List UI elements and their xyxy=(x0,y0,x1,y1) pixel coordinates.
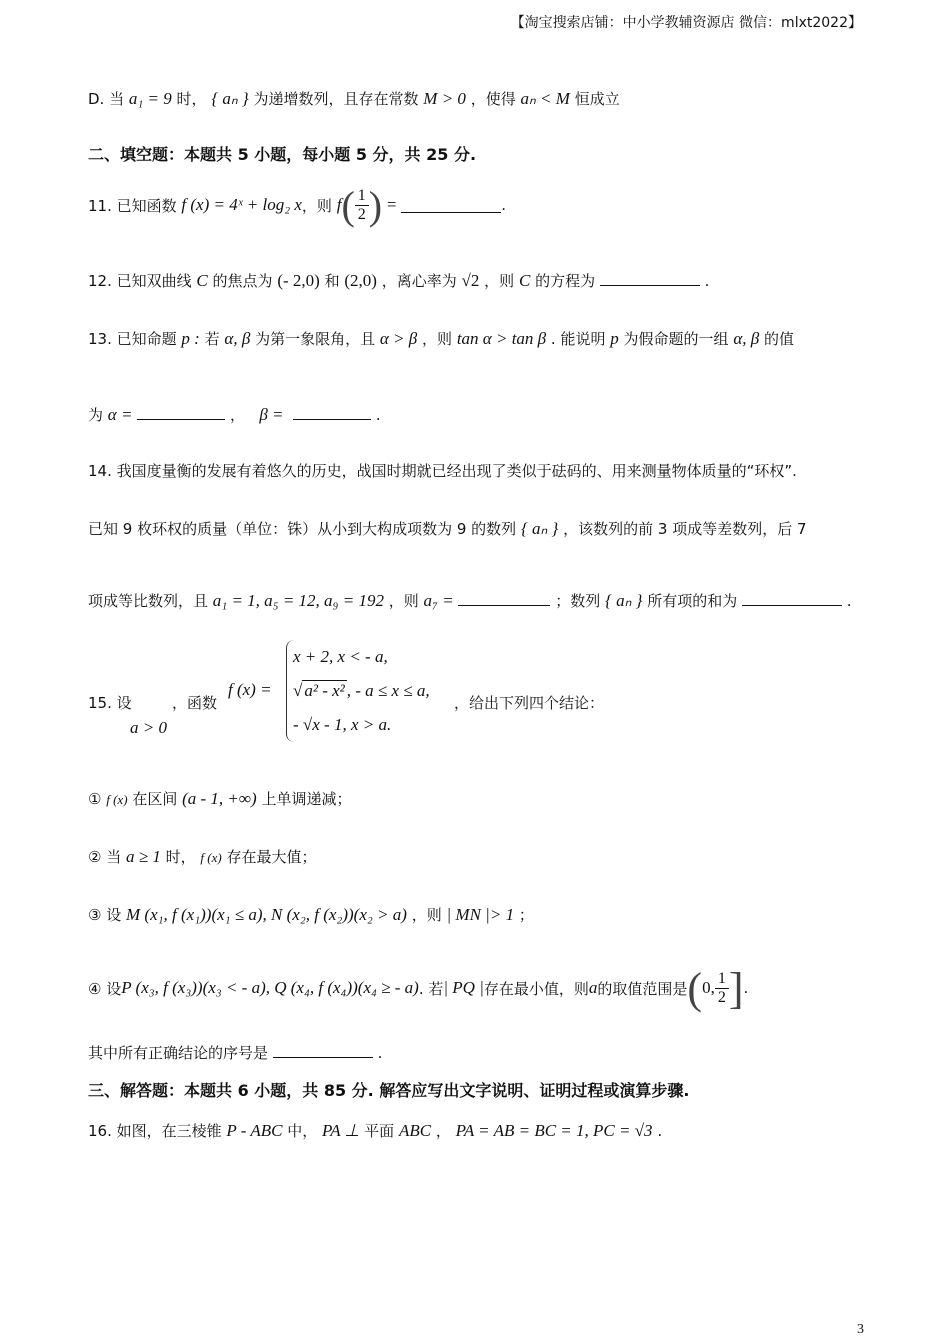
answer-blank[interactable] xyxy=(401,198,501,213)
fraction-half: $\frac{1}{2}$ xyxy=(355,187,369,224)
page-header: 【淘宝搜索店铺：中小学教辅资源店 微信：mlxt2022】 xyxy=(510,15,862,31)
math-m: M > 0 xyxy=(423,89,466,108)
math-seq: { aₙ } xyxy=(211,89,249,108)
answer-blank[interactable] xyxy=(600,271,700,286)
answer-blank[interactable] xyxy=(293,405,371,420)
answer-blank[interactable] xyxy=(137,405,225,420)
piecewise-function: x + 2, x < - a, √ a² - x² , - a ≤ x ≤ a, - √x - 1, x > a. xyxy=(286,640,430,742)
conclusion-2: ② 当 a ≥ 1 时， f (x) 存在最大值； xyxy=(88,847,317,866)
math-a-positive: a > 0 xyxy=(130,718,167,737)
option-d: D. 当 a₁ = 9 时， { aₙ } 为递增数列，且存在常数 M > 0 ，使得 aₙ < M 恒成立 xyxy=(88,89,620,108)
fraction-half: $\frac{1}{2}$ xyxy=(715,970,729,1007)
math-func: f (x) = 4ˣ + log₂ x xyxy=(181,195,302,214)
question-14-line3: 项成等比数列，且 a₁ = 1, a₅ = 12, a₉ = 192 ，则 a₇ = ；数列 { aₙ } 所有项的和为 . xyxy=(88,591,852,610)
question-16: 16. 如图，在三棱锥 P - ABC 中， PA ⊥ 平面 ABC ， PA = AB = BC = 1, PC = √3 . xyxy=(88,1121,663,1140)
question-11: 11. 已知函数 f (x) = 4ˣ + log₂ x ，则 f ( $\frac{1}{2}$ ) = . xyxy=(88,182,507,228)
page-number: 3 xyxy=(857,1322,864,1337)
question-13-line2: 为 α = ， β = . xyxy=(88,405,381,424)
conclusion-1: ① f (x) 在区间 (a - 1, +∞) 上单调递减； xyxy=(88,789,352,808)
question-14-line2: 已知 9 枚环权的质量（单位：铢）从小到大构成项数为 9 的数列 { aₙ } ，该数列的前 3 项成等差数列，后 7 xyxy=(88,519,807,538)
math-ineq: aₙ < M xyxy=(520,89,570,108)
question-15-ask: 其中所有正确结论的序号是 . xyxy=(88,1044,383,1062)
section-heading-fill-in: 二、填空题：本题共 5 小题，每小题 5 分，共 25 分. xyxy=(88,145,477,164)
math-fx: f (x) = xyxy=(228,680,272,699)
conclusion-4: ④ 设 P (x₃, f (x₃))(x₃ < - a), Q (x₄, f (x₄))(x₄ ≥ - a) . 若 | PQ | 存在最小值，则 a 的取值范围是 ( 0, $\frac{1}{2}$ ] . xyxy=(88,963,749,1013)
conclusion-3: ③ 设 M (x₁, f (x₁))(x₁ ≤ a), N (x₂, f (x₂))(x₂ > a) ，则 | MN |> 1 ； xyxy=(88,905,534,924)
question-13: 13. 已知命题 p : 若 α, β 为第一象限角，且 α > β ，则 tan α > tan β . 能说明 p 为假命题的一组 α, β 的值 xyxy=(88,329,795,348)
question-15: 15. 设 xyxy=(88,694,132,712)
question-12: 12. 已知双曲线 C 的焦点为 (- 2,0) 和 (2,0) ，离心率为 √2 ，则 C 的方程为 . xyxy=(88,271,710,290)
question-14: 14. 我国度量衡的发展有着悠久的历史，战国时期就已经出现了类似于砝码的、用来测量物体质量的“环权”. xyxy=(88,462,797,480)
math-cond: a₁ = 9 xyxy=(128,89,172,108)
answer-blank[interactable] xyxy=(458,591,550,606)
answer-blank[interactable] xyxy=(273,1043,373,1058)
answer-blank[interactable] xyxy=(742,591,842,606)
section-heading-solutions: 三、解答题：本题共 6 小题，共 85 分. 解答应写出文字说明、证明过程或演算步骤. xyxy=(88,1081,690,1100)
